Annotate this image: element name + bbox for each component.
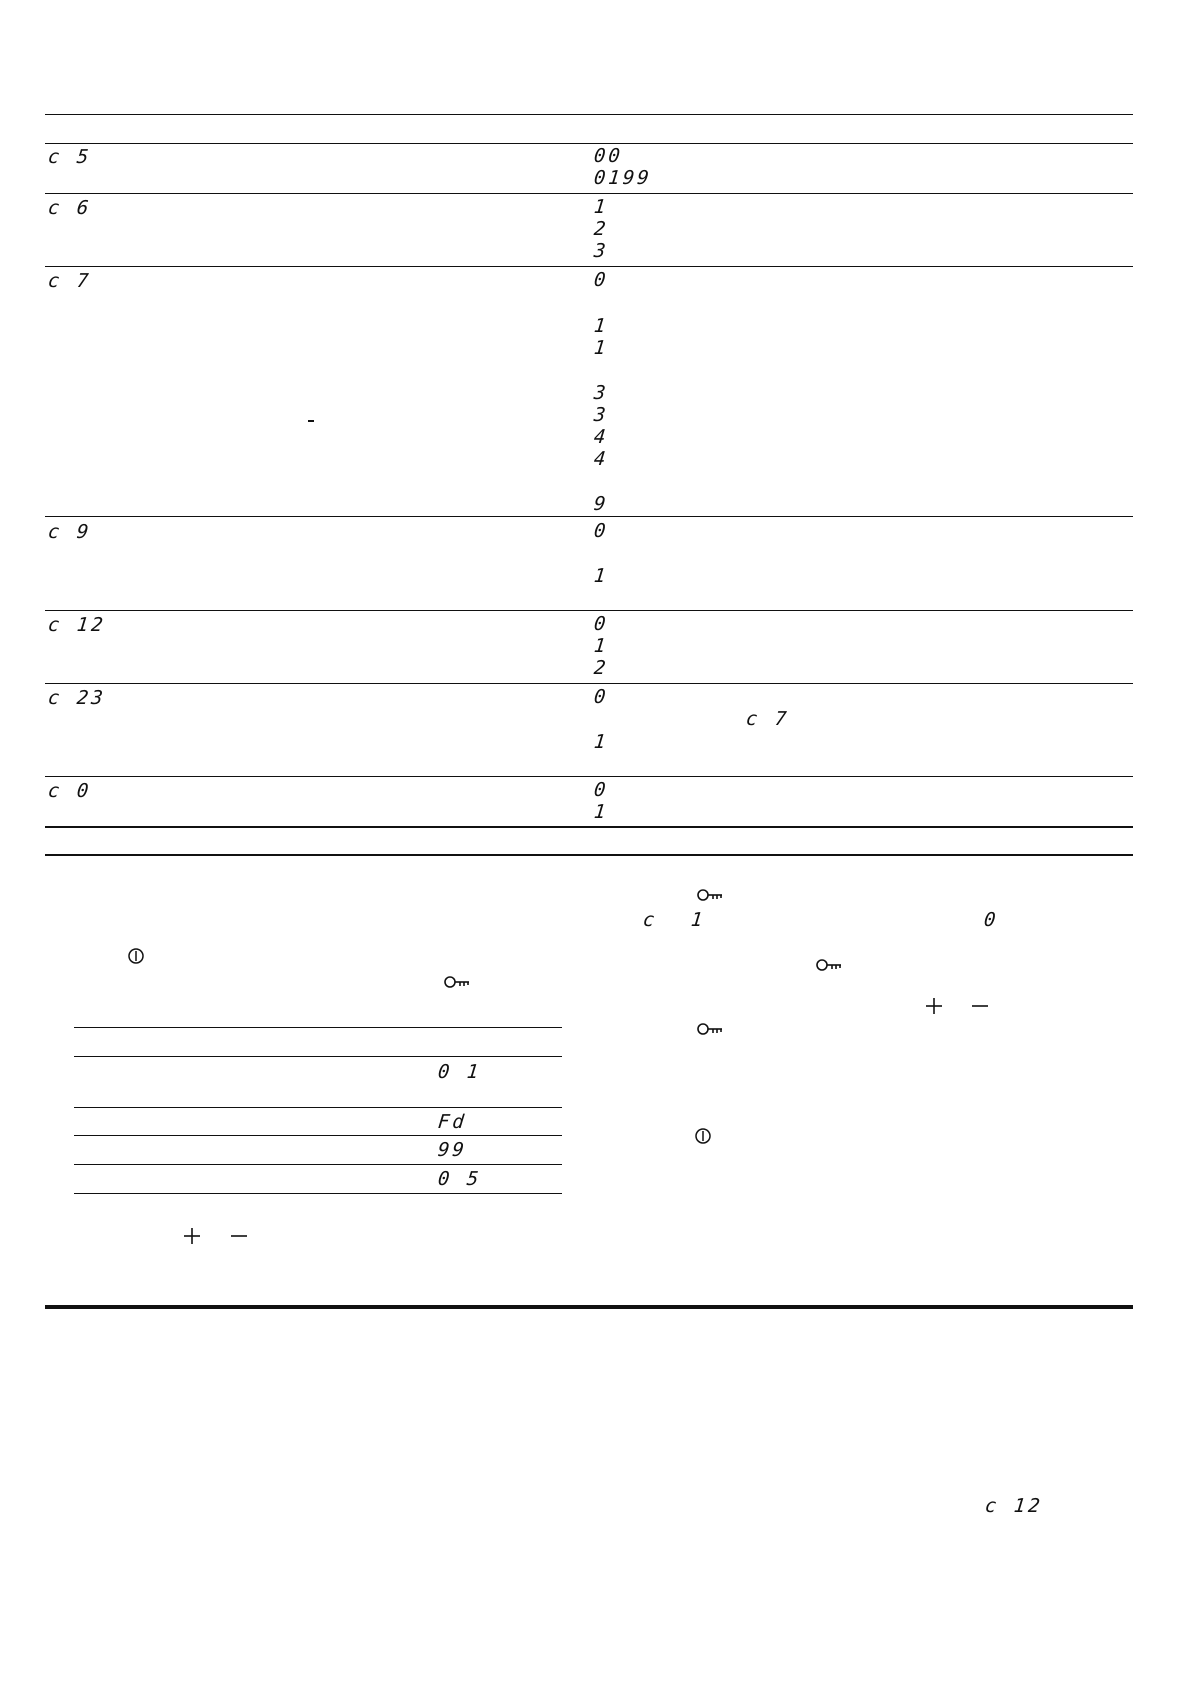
- key-lock-icon: [696, 1021, 724, 1037]
- table-top-rule: [45, 114, 1133, 115]
- setting-value: 1: [592, 731, 610, 753]
- sub-table-top-rule: [74, 1027, 562, 1028]
- minus-icon: [229, 1226, 249, 1246]
- setting-value: 4: [592, 426, 610, 448]
- setting-value: 0: [592, 269, 610, 291]
- small-dash: [308, 420, 314, 422]
- key-lock-icon: [815, 957, 843, 973]
- setting-value: 00: [592, 145, 625, 167]
- sub-table-value: Fd: [436, 1111, 469, 1133]
- setting-value: 3: [592, 404, 610, 426]
- setting-value: 3: [592, 240, 610, 262]
- sub-table-rule: [74, 1135, 562, 1136]
- table-header-rule: [45, 143, 1133, 144]
- table-bottom-rule: [45, 826, 1133, 828]
- plus-icon: [182, 1226, 202, 1246]
- row-rule: [45, 776, 1133, 777]
- setting-value: 0199: [592, 167, 653, 189]
- sub-table-value: 99: [436, 1139, 469, 1161]
- setting-value: 1: [592, 196, 610, 218]
- row-rule: [45, 683, 1133, 684]
- sub-table-value: 0 5: [436, 1168, 483, 1190]
- setting-code: c 5: [46, 146, 93, 168]
- key-lock-icon: [443, 974, 471, 990]
- setting-code: c 6: [46, 197, 93, 219]
- code-digit: 1: [689, 909, 707, 931]
- setting-value: 1: [592, 801, 610, 823]
- row-rule: [45, 266, 1133, 267]
- sub-table-rule: [74, 1107, 562, 1108]
- sub-table-rule: [74, 1056, 562, 1057]
- plus-icon: [924, 996, 944, 1016]
- key-lock-icon: [696, 887, 724, 903]
- setting-code: c 23: [46, 687, 107, 709]
- setting-value: 9: [592, 493, 610, 515]
- setting-code: c 12: [46, 614, 107, 636]
- setting-code: c 7: [46, 270, 93, 292]
- row-rule: [45, 610, 1133, 611]
- setting-value: 3: [592, 382, 610, 404]
- row-rule: [45, 193, 1133, 194]
- setting-reference: c 7: [744, 708, 791, 730]
- setting-code: c 9: [46, 521, 93, 543]
- setting-value: 2: [592, 218, 610, 240]
- sub-table-bottom-rule: [74, 1193, 562, 1194]
- row-rule: [45, 516, 1133, 517]
- code-value: 0: [982, 909, 1000, 931]
- code-letter: c: [641, 909, 659, 931]
- footer-heavy-rule: [45, 1305, 1133, 1309]
- setting-value: 2: [592, 657, 610, 679]
- footer-code: c 12: [983, 1495, 1044, 1517]
- setting-code: c 0: [46, 780, 93, 802]
- sub-table-rule: [74, 1164, 562, 1165]
- setting-value: 4: [592, 448, 610, 470]
- section-rule: [45, 854, 1133, 856]
- setting-value: 1: [592, 565, 610, 587]
- setting-value: 1: [592, 635, 610, 657]
- setting-value: 0: [592, 520, 610, 542]
- setting-value: 1: [592, 337, 610, 359]
- minus-icon: [970, 996, 990, 1016]
- power-icon: [127, 947, 145, 965]
- setting-value: 0: [592, 686, 610, 708]
- setting-value: 0: [592, 779, 610, 801]
- setting-value: 0: [592, 613, 610, 635]
- sub-table-value: 0 1: [436, 1061, 483, 1083]
- setting-value: 1: [592, 315, 610, 337]
- power-icon: [694, 1127, 712, 1145]
